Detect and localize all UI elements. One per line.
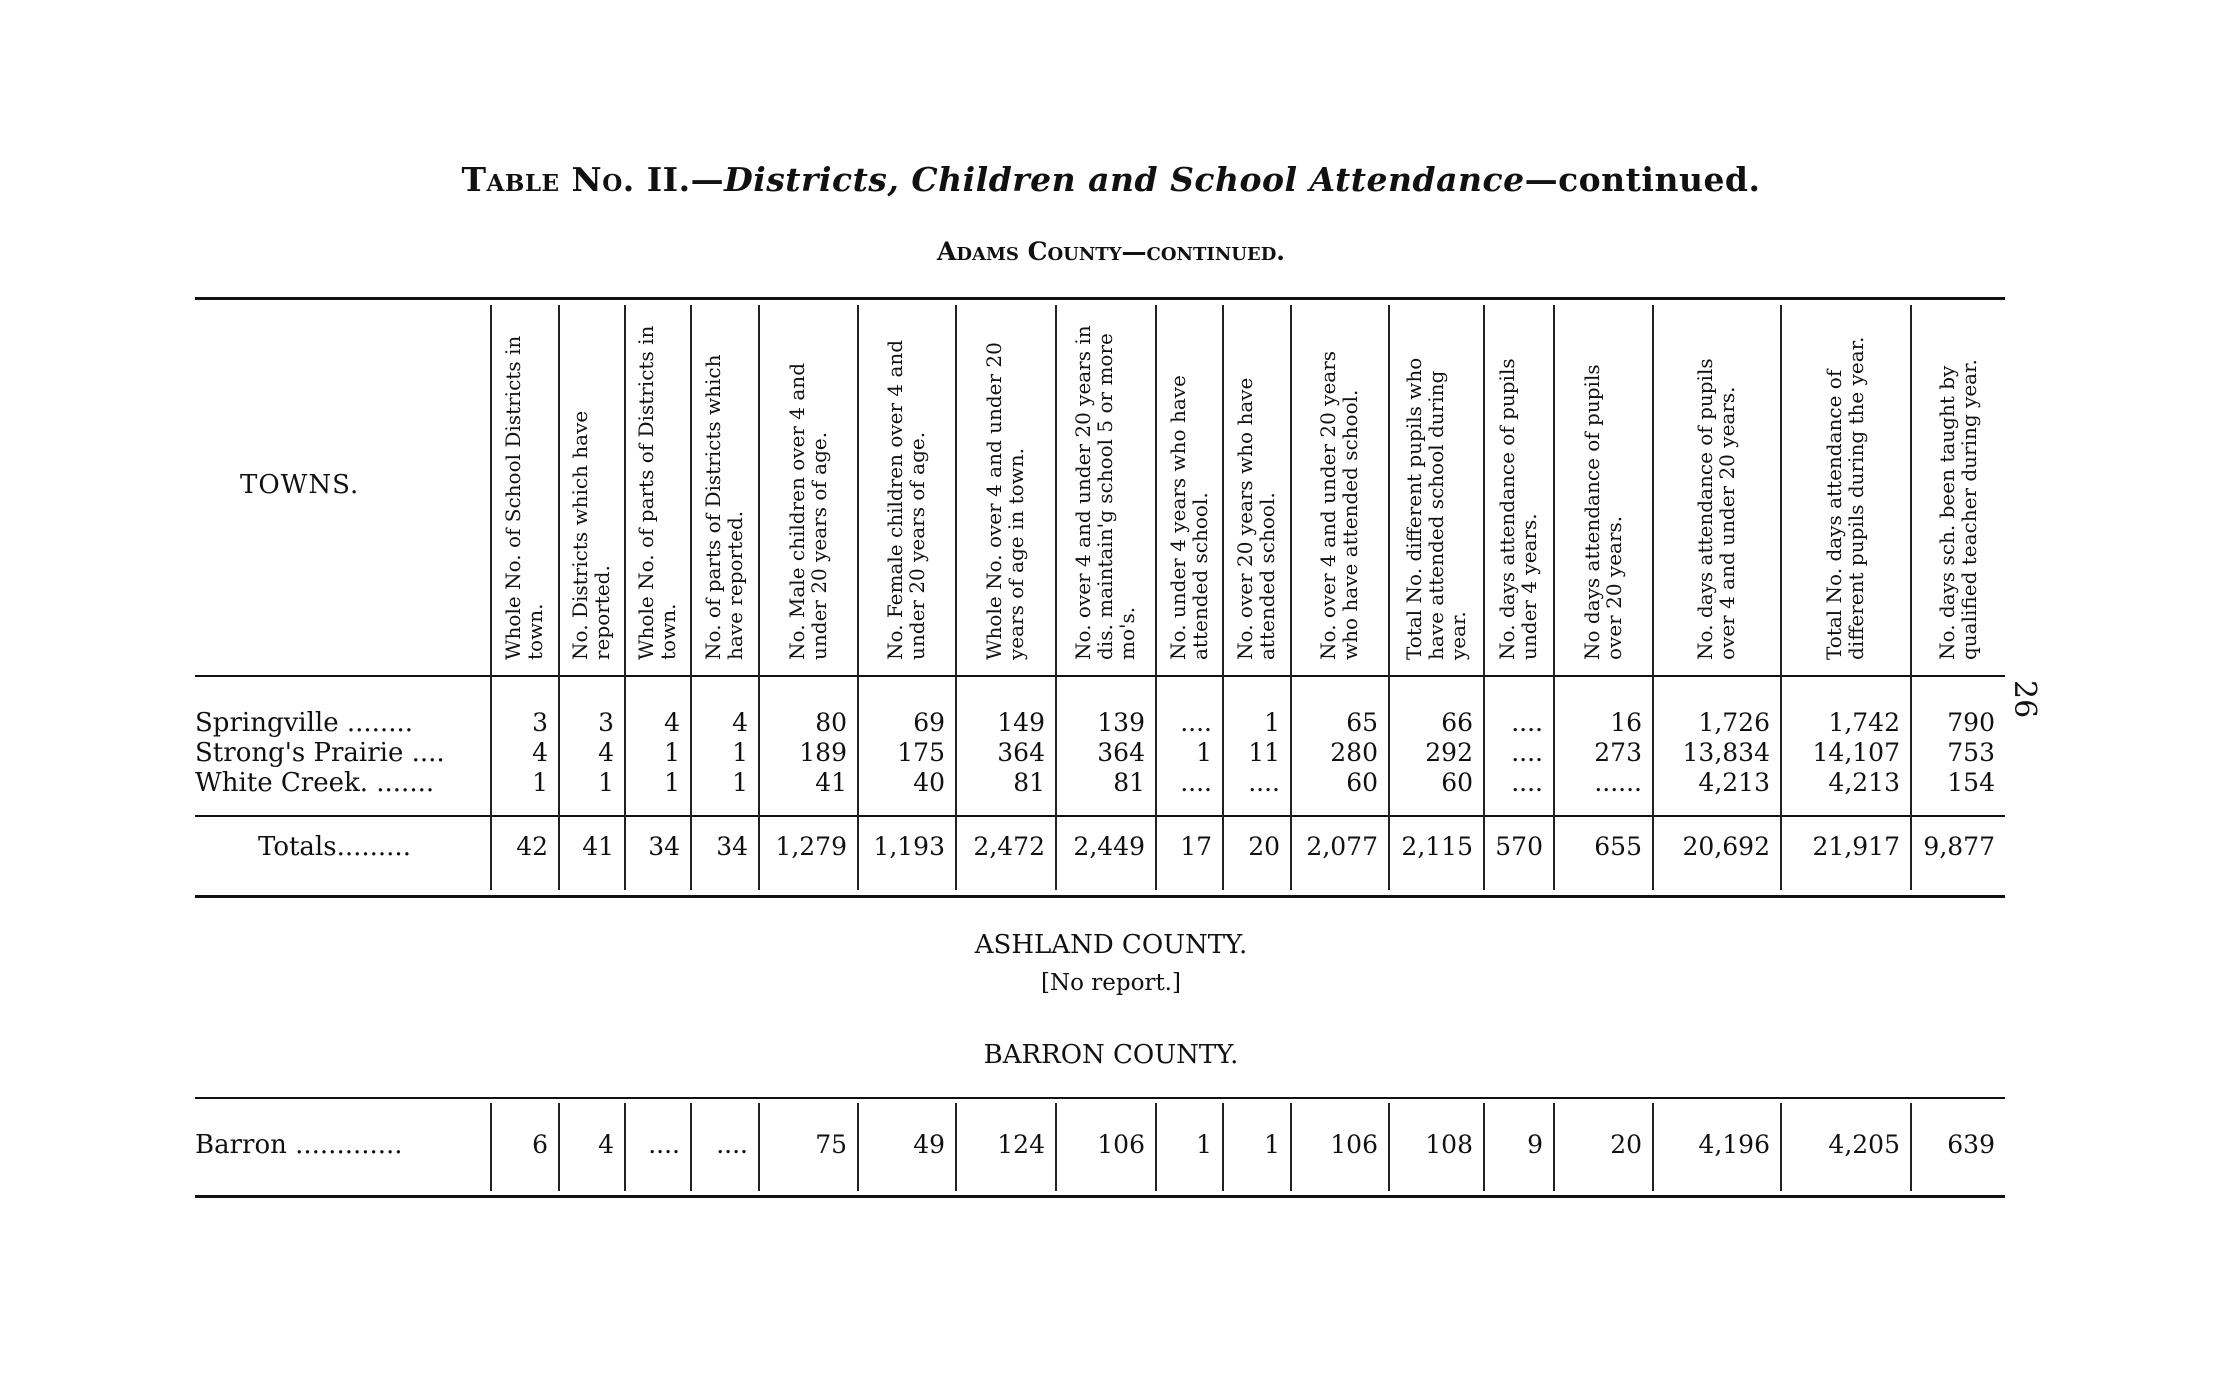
table-cell: 124 bbox=[997, 1130, 1045, 1159]
column-header bbox=[1780, 315, 1910, 665]
totals-cell: 17 bbox=[1180, 832, 1212, 861]
table-title bbox=[0, 160, 2222, 199]
table-cell: 280 bbox=[1330, 738, 1378, 767]
column-header-text: No. over 20 years who have attended school. bbox=[1233, 377, 1279, 660]
column-header-text: No. Districts which have reported. bbox=[568, 410, 614, 660]
totals-cell: 2,472 bbox=[973, 832, 1045, 861]
ashland-county-heading: ASHLAND COUNTY. bbox=[974, 930, 1248, 960]
table-cell: 20 bbox=[1610, 1130, 1642, 1159]
table-cell: 273 bbox=[1594, 738, 1642, 767]
totals-cell: 2,115 bbox=[1401, 832, 1473, 861]
totals-label: Totals......... bbox=[258, 832, 411, 862]
table-cell: 106 bbox=[1330, 1130, 1378, 1159]
column-header-text: No days attendance of pupils over 20 years. bbox=[1579, 364, 1626, 660]
column-header bbox=[955, 315, 1055, 665]
table-cell: 81 bbox=[1113, 768, 1145, 797]
column-header bbox=[1388, 315, 1483, 665]
table-cell: 106 bbox=[1097, 1130, 1145, 1159]
table-cell: 1 bbox=[732, 768, 748, 797]
column-header-text: Total No. different pupils who have attended school during year. bbox=[1401, 357, 1470, 660]
table-cell: 1,742 bbox=[1828, 708, 1900, 737]
table-cell: 3 bbox=[598, 708, 614, 737]
table-cell: 790 bbox=[1947, 708, 1995, 737]
column-header-text: Whole No. over 4 and under 20 years of age in town. bbox=[982, 342, 1028, 660]
table-cell: 1 bbox=[1264, 708, 1280, 737]
county-subtitle: Adams County—continued. bbox=[936, 237, 1286, 266]
table-cell: 1 bbox=[732, 738, 748, 767]
column-header-text: No. Female children over 4 and under 20 years of age. bbox=[883, 339, 929, 660]
table-cell: 4 bbox=[532, 738, 548, 767]
column-header bbox=[490, 315, 558, 665]
totals-cell: 570 bbox=[1495, 832, 1543, 861]
table-cell: 639 bbox=[1947, 1130, 1995, 1159]
ashland-no-report: [No report.] bbox=[1041, 970, 1181, 996]
table-top-rule bbox=[195, 297, 2005, 300]
totals-cell: 20 bbox=[1248, 832, 1280, 861]
table-cell: 154 bbox=[1947, 768, 1995, 797]
town-name: Barron ............. bbox=[195, 1130, 403, 1160]
table-cell: 60 bbox=[1346, 768, 1378, 797]
column-header-text: No. under 4 years who have attended school. bbox=[1165, 375, 1212, 660]
barron-top-rule bbox=[195, 1097, 2005, 1099]
table-cell: .... bbox=[1511, 708, 1543, 737]
table-cell: 1 bbox=[532, 768, 548, 797]
column-header-text: No. over 4 and under 20 years in dis. maintain'g school 5 or more mo's. bbox=[1071, 325, 1139, 660]
table-cell: .... bbox=[1248, 768, 1280, 797]
totals-cell: 2,449 bbox=[1073, 832, 1145, 861]
table-cell: .... bbox=[1180, 768, 1212, 797]
table-cell: 1 bbox=[664, 738, 680, 767]
table-cell: 292 bbox=[1425, 738, 1473, 767]
table-cell: 4 bbox=[598, 1130, 614, 1159]
column-header-text: Total No. days attendance of different pupils during the year. bbox=[1822, 336, 1868, 660]
table-cell: .... bbox=[1180, 708, 1212, 737]
totals-cell: 1,279 bbox=[775, 832, 847, 861]
totals-cell: 42 bbox=[516, 832, 548, 861]
table-cell: .... bbox=[716, 1130, 748, 1159]
column-header bbox=[1055, 315, 1155, 665]
table-cell: 4,213 bbox=[1828, 768, 1900, 797]
town-name: Springville ........ bbox=[195, 708, 413, 738]
table-cell: 108 bbox=[1425, 1130, 1473, 1159]
totals-cell: 1,193 bbox=[873, 832, 945, 861]
table-cell: 4 bbox=[598, 738, 614, 767]
table-cell: 364 bbox=[997, 738, 1045, 767]
column-header-text: Whole No. of parts of Districts in town. bbox=[634, 325, 680, 660]
table-cell: 9 bbox=[1527, 1130, 1543, 1159]
table-cell: 41 bbox=[815, 768, 847, 797]
table-cell: 1 bbox=[598, 768, 614, 797]
table-cell: 1 bbox=[664, 768, 680, 797]
table-cell: ...... bbox=[1594, 768, 1642, 797]
column-header-text: No. over 4 and under 20 years who have attended school. bbox=[1316, 350, 1362, 660]
totals-cell: 655 bbox=[1594, 832, 1642, 861]
totals-cell: 2,077 bbox=[1306, 832, 1378, 861]
table-cell: .... bbox=[1511, 768, 1543, 797]
column-header bbox=[1910, 315, 2005, 665]
town-name: Strong's Prairie .... bbox=[195, 738, 445, 768]
table-cell: 149 bbox=[997, 708, 1045, 737]
table-bottom-rule bbox=[195, 895, 2005, 898]
column-header bbox=[758, 315, 857, 665]
barron-county-heading: BARRON COUNTY. bbox=[983, 1040, 1239, 1070]
header-bottom-rule bbox=[195, 675, 2005, 677]
totals-cell: 41 bbox=[582, 832, 614, 861]
table-cell: 75 bbox=[815, 1130, 847, 1159]
rows-bottom-rule bbox=[195, 815, 2005, 817]
title-continued: —continued. bbox=[1524, 160, 1761, 199]
table-cell: 4,205 bbox=[1828, 1130, 1900, 1159]
table-cell: 6 bbox=[532, 1130, 548, 1159]
column-header-text: Whole No. of School Districts in town. bbox=[501, 335, 547, 660]
column-header-text: No. Male children over 4 and under 20 years of age. bbox=[784, 363, 831, 660]
table-cell: 1 bbox=[1264, 1130, 1280, 1159]
table-cell: 753 bbox=[1947, 738, 1995, 767]
table-cell: 14,107 bbox=[1812, 738, 1900, 767]
column-header bbox=[1155, 315, 1222, 665]
table-cell: 81 bbox=[1013, 768, 1045, 797]
table-cell: 16 bbox=[1610, 708, 1642, 737]
table-cell: 69 bbox=[913, 708, 945, 737]
table-cell: .... bbox=[1511, 738, 1543, 767]
column-header bbox=[690, 315, 758, 665]
totals-cell: 21,917 bbox=[1812, 832, 1900, 861]
table-cell: 175 bbox=[897, 738, 945, 767]
column-header bbox=[1483, 315, 1553, 665]
table-cell: 1,726 bbox=[1698, 708, 1770, 737]
table-cell: 11 bbox=[1248, 738, 1280, 767]
table-cell: 1 bbox=[1196, 1130, 1212, 1159]
table-cell: 4,213 bbox=[1698, 768, 1770, 797]
table-cell: 189 bbox=[799, 738, 847, 767]
totals-cell: 9,877 bbox=[1923, 832, 1995, 861]
table-cell: 3 bbox=[532, 708, 548, 737]
page-number: 26 bbox=[2007, 680, 2042, 719]
column-header bbox=[857, 315, 955, 665]
table-cell: 4,196 bbox=[1698, 1130, 1770, 1159]
title-table-number: Table No. II.— bbox=[461, 160, 725, 199]
column-header bbox=[1290, 315, 1388, 665]
column-header-text: No. days sch. been taught by qualified teacher during year. bbox=[1934, 359, 1981, 660]
table-cell: 49 bbox=[913, 1130, 945, 1159]
column-header bbox=[1222, 315, 1290, 665]
table-cell: 60 bbox=[1441, 768, 1473, 797]
table-cell: 80 bbox=[815, 708, 847, 737]
column-header-text: No. of parts of Districts which have reported. bbox=[701, 354, 747, 660]
column-header-text: No. days attendance of pupils under 4 years. bbox=[1495, 358, 1541, 660]
column-header bbox=[1652, 315, 1780, 665]
towns-column-header: TOWNS. bbox=[240, 470, 360, 500]
table-cell: 139 bbox=[1097, 708, 1145, 737]
column-header bbox=[624, 315, 690, 665]
table-cell: 65 bbox=[1346, 708, 1378, 737]
table-cell: 364 bbox=[1097, 738, 1145, 767]
totals-cell: 34 bbox=[716, 832, 748, 861]
table-cell: 4 bbox=[732, 708, 748, 737]
title-subject: Districts, Children and School Attendance bbox=[724, 160, 1525, 199]
totals-cell: 20,692 bbox=[1682, 832, 1770, 861]
town-name: White Creek. ....... bbox=[195, 768, 435, 798]
column-header bbox=[1553, 315, 1652, 665]
column-header-text: No. days attendance of pupils over 4 and under 20 years. bbox=[1693, 358, 1739, 660]
table-cell: .... bbox=[648, 1130, 680, 1159]
table-cell: 66 bbox=[1441, 708, 1473, 737]
table-cell: 13,834 bbox=[1682, 738, 1770, 767]
column-header bbox=[558, 315, 624, 665]
totals-cell: 34 bbox=[648, 832, 680, 861]
table-cell: 4 bbox=[664, 708, 680, 737]
table-cell: 1 bbox=[1196, 738, 1212, 767]
table-cell: 40 bbox=[913, 768, 945, 797]
barron-bottom-rule bbox=[195, 1195, 2005, 1198]
